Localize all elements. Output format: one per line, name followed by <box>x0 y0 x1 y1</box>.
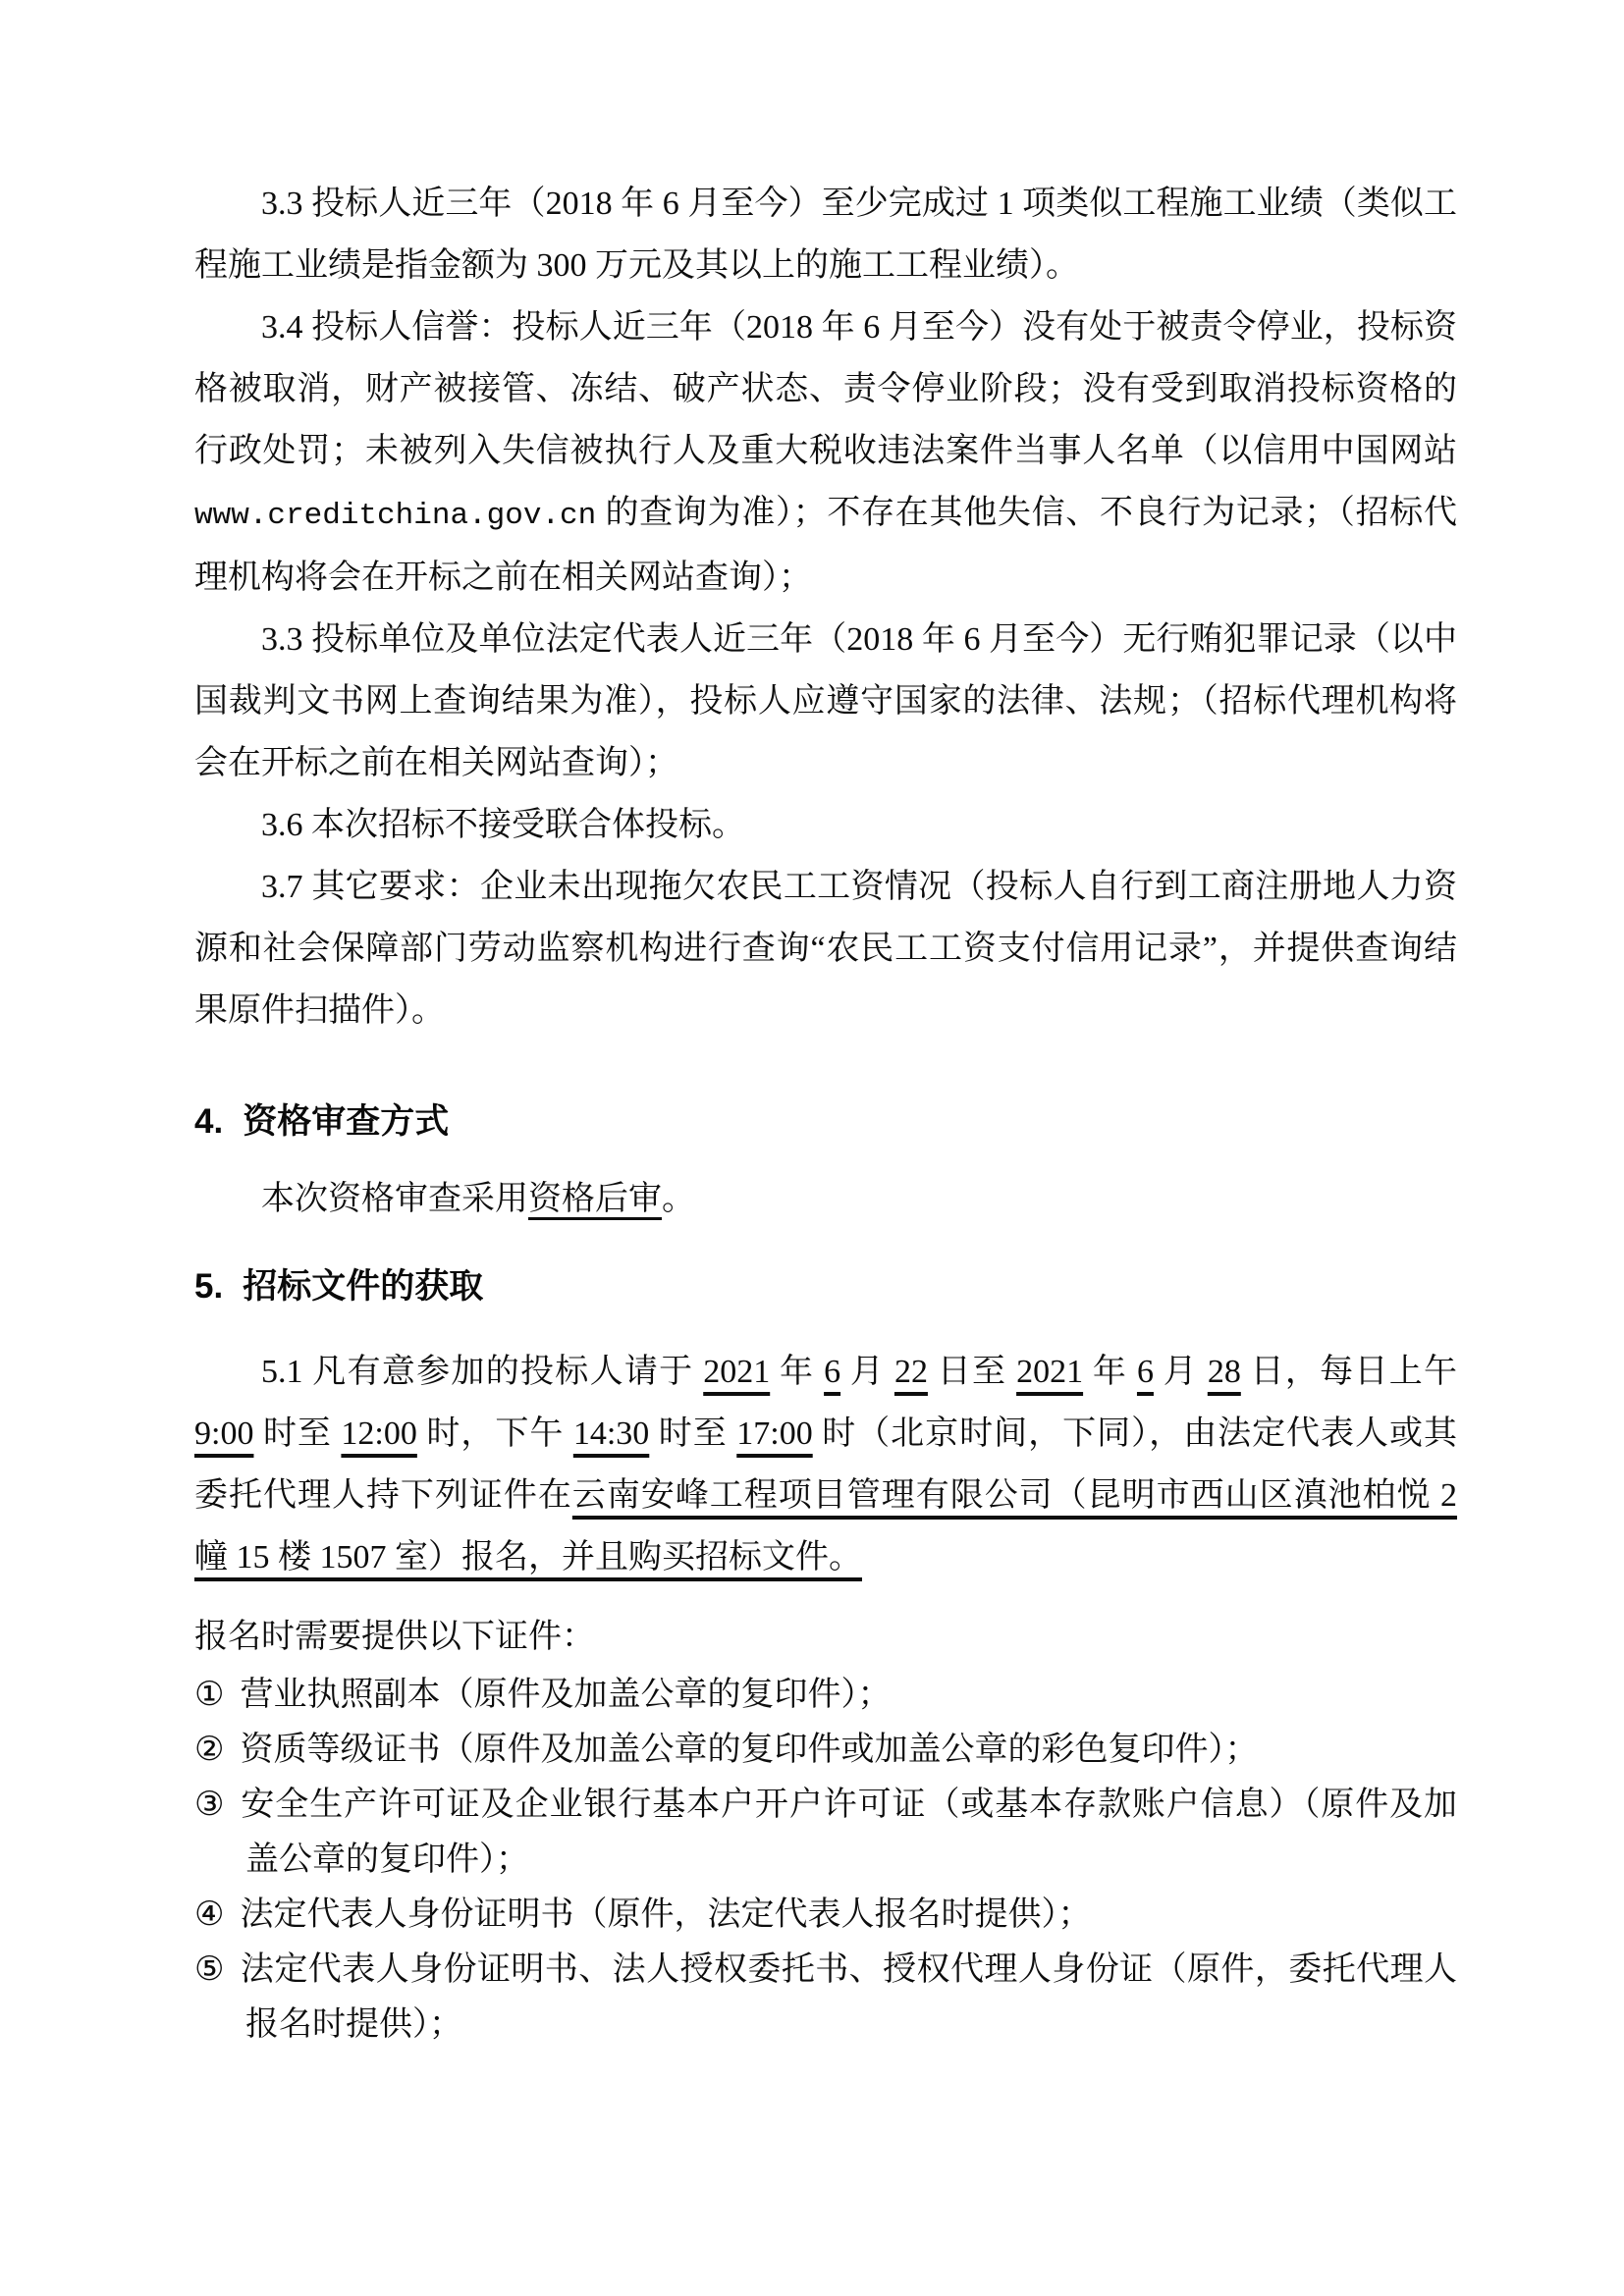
circled-number-2: ② <box>194 1732 225 1768</box>
underlined-time-afternoon-end: 17:00 <box>736 1415 813 1452</box>
list-item-2-text: 资质等级证书（原件及加盖公章的复印件或加盖公章的彩色复印件）； <box>240 1732 1259 1768</box>
text-segment: 月 <box>840 1354 894 1390</box>
underlined-time-morning-start: 9:00 <box>194 1415 254 1452</box>
text-segment: 时至 <box>253 1415 342 1452</box>
paragraph-5-1 <box>194 1341 1457 1588</box>
circled-number-1: ① <box>194 1677 225 1713</box>
text-segment: 日至 <box>927 1354 1017 1390</box>
text-segment: 年 <box>1083 1354 1137 1390</box>
list-item-3-text: 安全生产许可证及企业银行基本户开户许可证（或基本存款账户信息）（原件及加盖公章的复印件）； <box>241 1787 1458 1878</box>
paragraph-3-7: 3.7 其它要求：企业未出现拖欠农民工工资情况（投标人自行到工商注册地人力资源和社会保障部门劳动监察机构进行查询“农民工工资支付信用记录”，并提供查询结果原件扫描件）。 <box>194 869 1457 1029</box>
paragraph-3-4-text-after: 的查询为准）；不存在其他失信、不良行为记录；（招标代理机构将会在开标之前在相关网站查询）； <box>194 495 1457 596</box>
paragraph-3-4 <box>194 296 1457 609</box>
underlined-date-year-start: 2021 <box>703 1354 771 1390</box>
list-item-5 <box>194 1943 1457 2053</box>
section-4-title: 资格审查方式 <box>243 1102 450 1141</box>
underlined-date-day-end: 28 <box>1207 1354 1241 1390</box>
list-item-4-text: 法定代表人身份证明书（原件，法定代表人报名时提供）； <box>240 1896 1092 1933</box>
section-4-heading <box>194 1091 1457 1152</box>
list-item-2 <box>194 1723 1457 1778</box>
underlined-date-day-start: 22 <box>893 1354 928 1390</box>
certificate-list <box>194 1668 1457 2053</box>
paragraph-4-1-prefix: 本次资格审查采用 <box>261 1181 528 1217</box>
text-segment: 年 <box>770 1354 825 1390</box>
text-segment: 时（北京时间，下同），由法定代表人或其委托代理人持下列证件在 <box>194 1415 1458 1514</box>
paragraph-3-6: 3.6 本次招标不接受联合体投标。 <box>261 807 745 843</box>
section-5-title: 招标文件的获取 <box>243 1267 484 1306</box>
list-intro: 报名时需要提供以下证件： <box>194 1619 595 1655</box>
underlined-time-morning-end: 12:00 <box>341 1415 417 1452</box>
circled-number-3: ③ <box>194 1787 226 1823</box>
underlined-date-month-start: 6 <box>824 1354 841 1390</box>
underlined-date-month-end: 6 <box>1136 1354 1154 1390</box>
underlined-time-afternoon-start: 14:30 <box>572 1415 650 1452</box>
text-segment: 5.1 凡有意参加的投标人请于 <box>261 1354 704 1390</box>
text-segment: 日，每日上午 <box>1240 1354 1458 1390</box>
text-segment: 时至 <box>649 1415 737 1452</box>
paragraph-4-1 <box>194 1168 1457 1230</box>
paragraph-4-1-suffix: 。 <box>662 1181 695 1217</box>
list-item-3 <box>194 1778 1457 1888</box>
list-item-5-text: 法定代表人身份证明书、法人授权委托书、授权代理人身份证（原件，委托代理人报名时提供）； <box>240 1951 1458 2043</box>
paragraph-3-3b: 3.3 投标单位及单位法定代表人近三年（2018 年 6 月至今）无行贿犯罪记录（以中国裁判文书网上查询结果为准），投标人应遵守国家的法律、法规；（招标代理机构将会在开标之前在相关网站查询）； <box>194 621 1457 781</box>
text-segment: 月 <box>1153 1354 1208 1390</box>
credit-china-url: www.creditchina.gov.cn <box>194 499 597 533</box>
section-5-heading <box>194 1255 1457 1317</box>
underlined-date-year-end: 2021 <box>1016 1354 1084 1390</box>
section-5-number: 5. <box>194 1267 224 1306</box>
circled-number-5: ⑤ <box>194 1951 225 1988</box>
section-4-number: 4. <box>194 1102 224 1141</box>
paragraph-3-3: 3.3 投标人近三年（2018 年 6 月至今）至少完成过 1 项类似工程施工业绩（类似工程施工业绩是指金额为 300 万元及其以上的施工工程业绩）。 <box>194 186 1457 284</box>
list-item-4 <box>194 1888 1457 1943</box>
paragraph-3-4-text-before: 3.4 投标人信誉：投标人近三年（2018 年 6 月至今）没有处于被责令停业，投标资格被取消，财产被接管、冻结、破产状态、责令停业阶段；没有受到取消投标资格的行政处罚；未被列入失信被执行人及重大税收违法案件当事人名单（以信用中国网站 <box>194 309 1457 469</box>
list-item-1 <box>194 1668 1457 1723</box>
circled-number-4: ④ <box>194 1896 225 1933</box>
text-segment: 时，下午 <box>416 1415 573 1452</box>
list-item-1-text: 营业执照副本（原件及加盖公章的复印件）； <box>240 1677 892 1713</box>
underlined-agency-address: 云南安峰工程项目管理有限公司（昆明市西山区滇池柏悦 2 幢 15 楼 1507 室）报名，并且购买招标文件。 <box>194 1477 1458 1575</box>
underlined-qualification-method: 资格后审 <box>528 1181 662 1217</box>
